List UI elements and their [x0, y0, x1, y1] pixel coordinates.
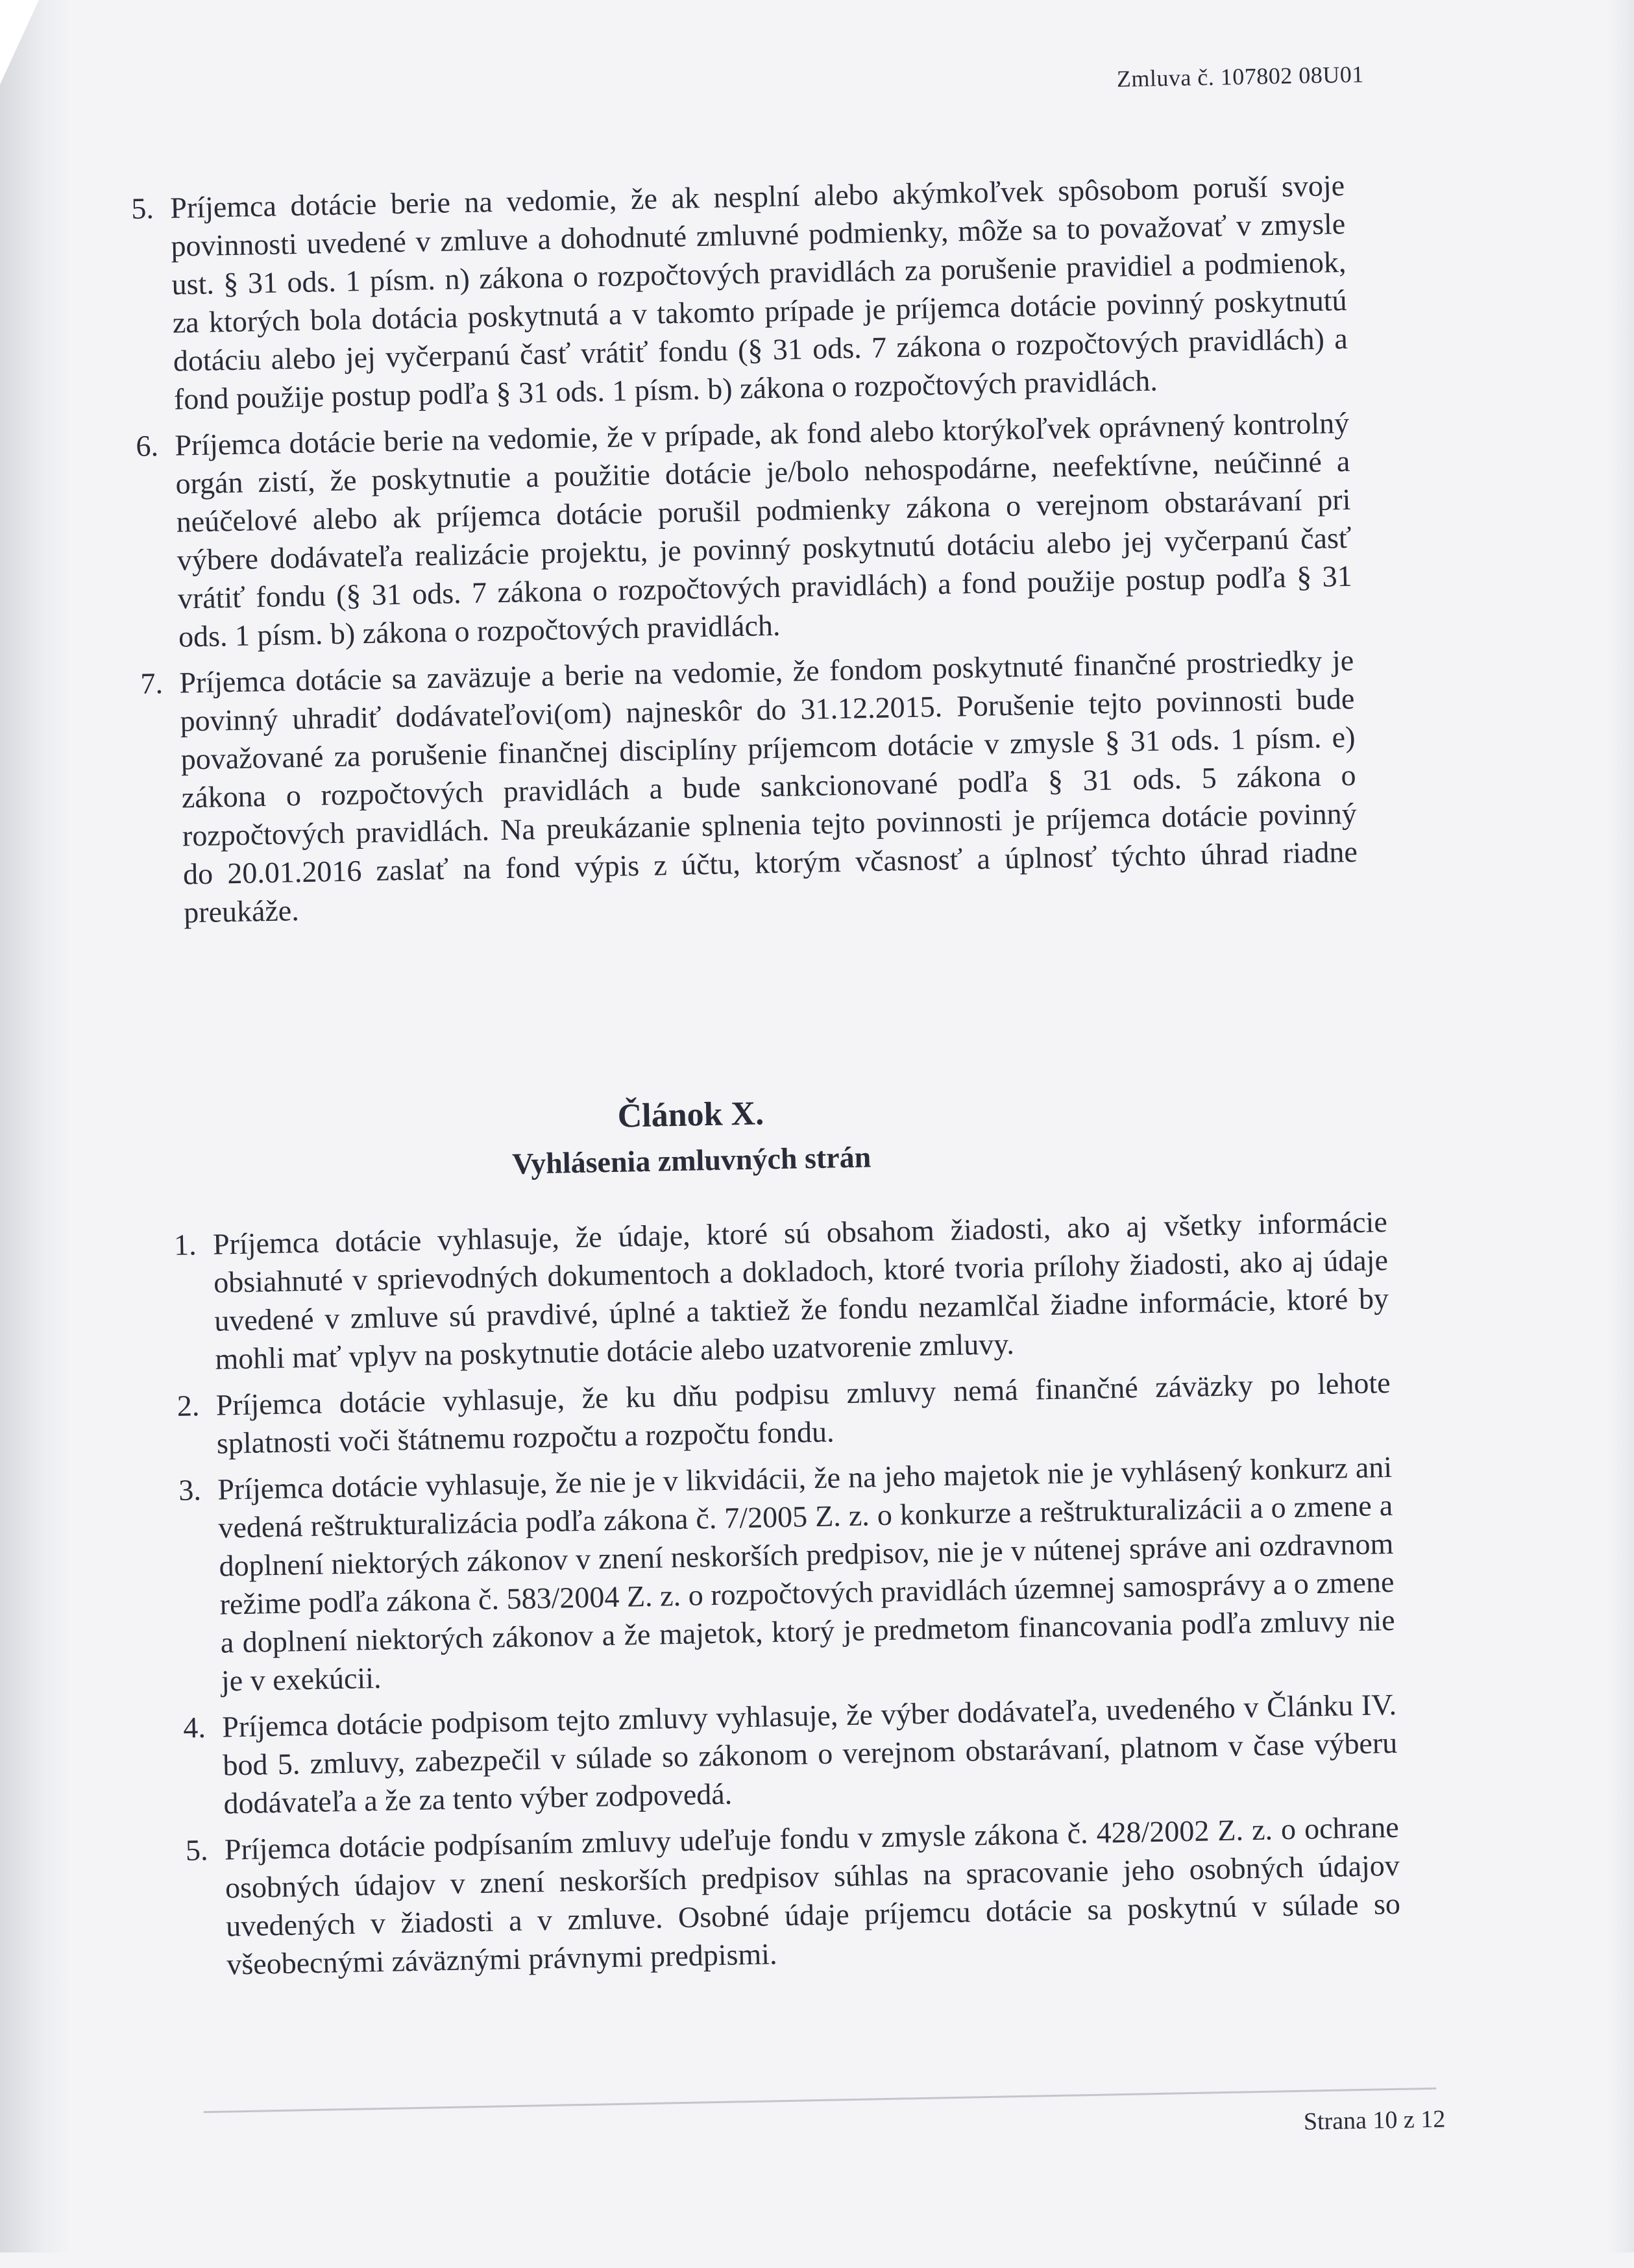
list-item — [178, 1448, 1396, 1701]
article-subtitle: Vyhlásenia zmluvných strán — [511, 1140, 872, 1180]
list-item — [173, 1202, 1389, 1379]
article-title: Článok X. — [617, 1095, 764, 1135]
footer-divider — [204, 2088, 1437, 2113]
item-number: 6. — [135, 429, 159, 463]
list-item — [131, 166, 1348, 419]
obligations-list — [131, 166, 1359, 940]
item-text: Príjemca dotácie berie na vedomie, že ak nesplní alebo akýmkoľvek spôsobom poruší svoje povinnosti uvedené v zmluve a dohodnuté zmluvné podmienky, môže sa to považovať v zmysle ust. § 31 ods. 1 písm. n) zákona o rozpočtových pravidlách za porušenie pravidiel a podmienok, za ktorých bola dotácia poskytnutá a v takomto prípade je príjemca dotácie povinný poskytnutú dotáciu alebo jej vyčerpanú časť vrátiť fondu (§ 31 ods. 7 zákona o rozpočtových pravidlách) a fond použije postup podľa § 31 ods. 1 písm. b) zákona o rozpočtových pravidlách. — [169, 168, 1348, 416]
item-number: 2. — [177, 1389, 200, 1422]
list-item — [183, 1685, 1398, 1823]
declarations-list — [173, 1202, 1401, 1992]
item-number: 1. — [173, 1228, 197, 1262]
item-text: Príjemca dotácie podpisom tejto zmluvy vyhlasuje, že výber dodávateľa, uvedeného v Článku IV. bod 5. zmluvy, zabezpečil v súlade so zákonom o verejnom obstarávaní, platnom v čase výberu dodávateľa a že za tento výber zodpovedá. — [221, 1687, 1398, 1820]
contract-reference: Zmluva č. 107802 08U01 — [1116, 61, 1365, 92]
page-number: Strana 10 z 12 — [1303, 2105, 1446, 2136]
item-number: 4. — [182, 1711, 206, 1744]
item-text: Príjemca dotácie vyhlasuje, že údaje, ktoré sú obsahom žiadosti, ako aj všetky informácie obsiahnuté v sprievodných dokumentoch a dokladoch, ktoré tvoria prílohy žiadosti, ako aj údaje uvedené v zmluve sú pravdivé, úplné a taktiež že fondu nezamlčal žiadne informácie, ktoré by mohli mať vplyv na poskytnutie dotácie alebo uzatvorenie zmluvy. — [212, 1204, 1389, 1376]
item-text: Príjemca dotácie vyhlasuje, že nie je v likvidácii, že na jeho majetok nie je vyhlásený konkurz ani vedená reštrukturalizácia podľa zákona č. 7/2005 Z. z. o konkurze a reštrukturalizácii a o zmene a doplnení niektorých zákonov v znení neskorších predpisov, nie je v nútenej správe ani ozdravnom režime podľa zákona č. 583/2004 Z. z. o rozpočtových pravidlách územnej samosprávy a o zmene a doplnení niektorých zákonov a že majetok, ktorý je predmetom financovania podľa zmluvy nie je v exekúcii. — [217, 1450, 1395, 1698]
item-number: 7. — [140, 666, 164, 700]
item-text: Príjemca dotácie sa zaväzuje a berie na vedomie, že fondom poskytnuté finančné prostriedky je povinný uhradiť dodávateľovi(om) najneskôr do 31.12.2015. Porušenie tejto povinnosti bude považované za porušenie finančnej disciplíny príjemcom dotácie v zmysle § 31 ods. 1 písm. e) zákona o rozpočtových pravidlách a bude sankcionované podľa § 31 ods. 5 zákona o rozpočtových pravidlách. Na preukázanie splnenia tejto povinnosti je príjemca dotácie povinný do 20.01.2016 zaslať na fond výpis z účtu, ktorým včasnosť a úplnosť týchto úhrad riadne preukáže. — [178, 643, 1358, 929]
list-item — [185, 1808, 1401, 1984]
item-number: 5. — [185, 1833, 208, 1867]
list-item — [140, 641, 1359, 933]
item-text: Príjemca dotácie vyhlasuje, že ku dňu podpisu zmluvy nemá finančné záväzky po lehote splatnosti voči štátnemu rozpočtu a rozpočtu fondu. — [215, 1365, 1391, 1460]
item-number: 5. — [130, 191, 154, 225]
list-item — [136, 404, 1353, 657]
list-item — [177, 1363, 1391, 1463]
item-text: Príjemca dotácie berie na vedomie, že v prípade, ak fond alebo ktorýkoľvek oprávnený kontrolný orgán zistí, že poskytnutie a použitie dotácie je/bolo nehospodárne, neefektívne, neúčinné a neúčelové alebo ak príjemca dotácie porušil podmienky zákona o verejnom obstarávaní pri výbere dodávateľa realizácie projektu, je povinný poskytnutú dotáciu alebo jej vyčerpanú časť vrátiť fondu (§ 31 ods. 7 zákona o rozpočtových pravidlách) a fond použije postup podľa § 31 ods. 1 písm. b) zákona o rozpočtových pravidlách. — [174, 406, 1353, 653]
item-text: Príjemca dotácie podpísaním zmluvy udeľuje fondu v zmysle zákona č. 428/2002 Z. z. o ochrane osobných údajov v znení neskorších predpisov súhlas na spracovanie jeho osobných údajov uvedených v žiadosti a v zmluve. Osobné údaje príjemcu dotácie sa poskytnú v súlade so všeobecnými záväznými právnymi predpismi. — [224, 1810, 1401, 1981]
item-number: 3. — [178, 1473, 202, 1507]
